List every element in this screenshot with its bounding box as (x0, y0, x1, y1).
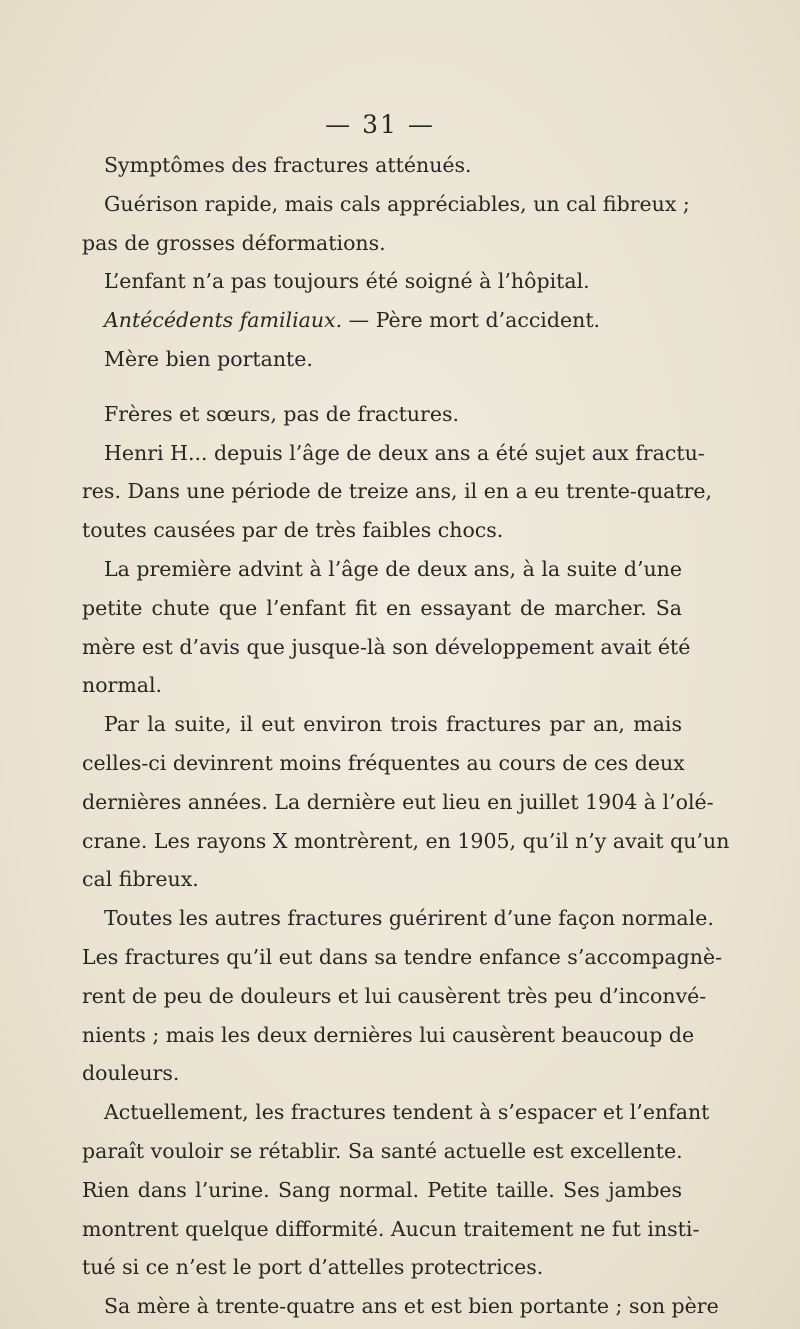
text-line: petite chute que l’enfant fit en essayant de marcher. Sa (82, 595, 682, 620)
text-line: L’enfant n’a pas toujours été soigné à l’hôpital. (104, 269, 590, 294)
text-line: Symptômes des fractures atténués. (104, 153, 472, 177)
section-heading-italic: Antécédents familiaux. (104, 308, 343, 333)
text-line: douleurs. (82, 1061, 180, 1086)
text-line-antecedents (82, 301, 682, 340)
text-line: crane. Les rayons X montrèrent, en 1905, qu’il n’y avait qu’un (82, 828, 730, 853)
text-line: Par la suite, il eut environ trois fractures par an, mais (104, 712, 682, 737)
page-number: — 31 — (325, 110, 435, 139)
text-line: Sa mère à trente-quatre ans et est bien portante ; son père (104, 1294, 719, 1319)
text-line-rest: — Père mort d’accident. (342, 308, 601, 333)
text-line: res. Dans une période de treize ans, il en a eu trente-quatre, (82, 479, 713, 504)
text-line: montrent quelque difformité. Aucun traitement ne fut insti- (82, 1216, 700, 1241)
text-line: Guérison rapide, mais cals appréciables, un cal fibreux ; (104, 191, 690, 216)
text-line: celles-ci devinrent moins fréquentes au cours de ces deux (82, 750, 685, 775)
text-line: toutes causées par de très faibles chocs. (82, 518, 504, 543)
text-line: paraît vouloir se rétablir. Sa santé actuelle est excellente. (82, 1138, 683, 1163)
text-line: pas de grosses déformations. (82, 230, 386, 255)
text-line: Rien dans l’urine. Sang normal. Petite taille. Ses jambes (82, 1177, 682, 1202)
text-line: nients ; mais les deux dernières lui causèrent beaucoup de (82, 1022, 695, 1047)
text-line: Les fractures qu’il eut dans sa tendre enfance s’accompagnè- (82, 944, 723, 969)
text-line: Mère bien portante. (104, 346, 313, 371)
text-line: Actuellement, les fractures tendent à s’espacer et l’enfant (104, 1100, 710, 1125)
text-line: cal fibreux. (82, 867, 199, 892)
body-text (82, 146, 730, 1326)
text-line: rent de peu de douleurs et lui causèrent très peu d’inconvé- (82, 983, 707, 1008)
text-line: tué si ce n’est le port d’attelles protectrices. (82, 1255, 544, 1280)
text-line: mère est d’avis que jusque-là son développement avait été (82, 634, 691, 659)
text-line: Henri H... depuis l’âge de deux ans a été sujet aux fractu- (104, 440, 705, 465)
text-line: dernières années. La dernière eut lieu en juillet 1904 à l’olé- (82, 789, 714, 814)
text-line: Frères et sœurs, pas de fractures. (104, 401, 460, 426)
text-line: La première advint à l’âge de deux ans, à la suite d’une (104, 556, 682, 581)
paragraph-gap (82, 379, 682, 395)
text-line: Toutes les autres fractures guérirent d’une façon normale. (104, 906, 714, 931)
text-line: normal. (82, 673, 163, 698)
